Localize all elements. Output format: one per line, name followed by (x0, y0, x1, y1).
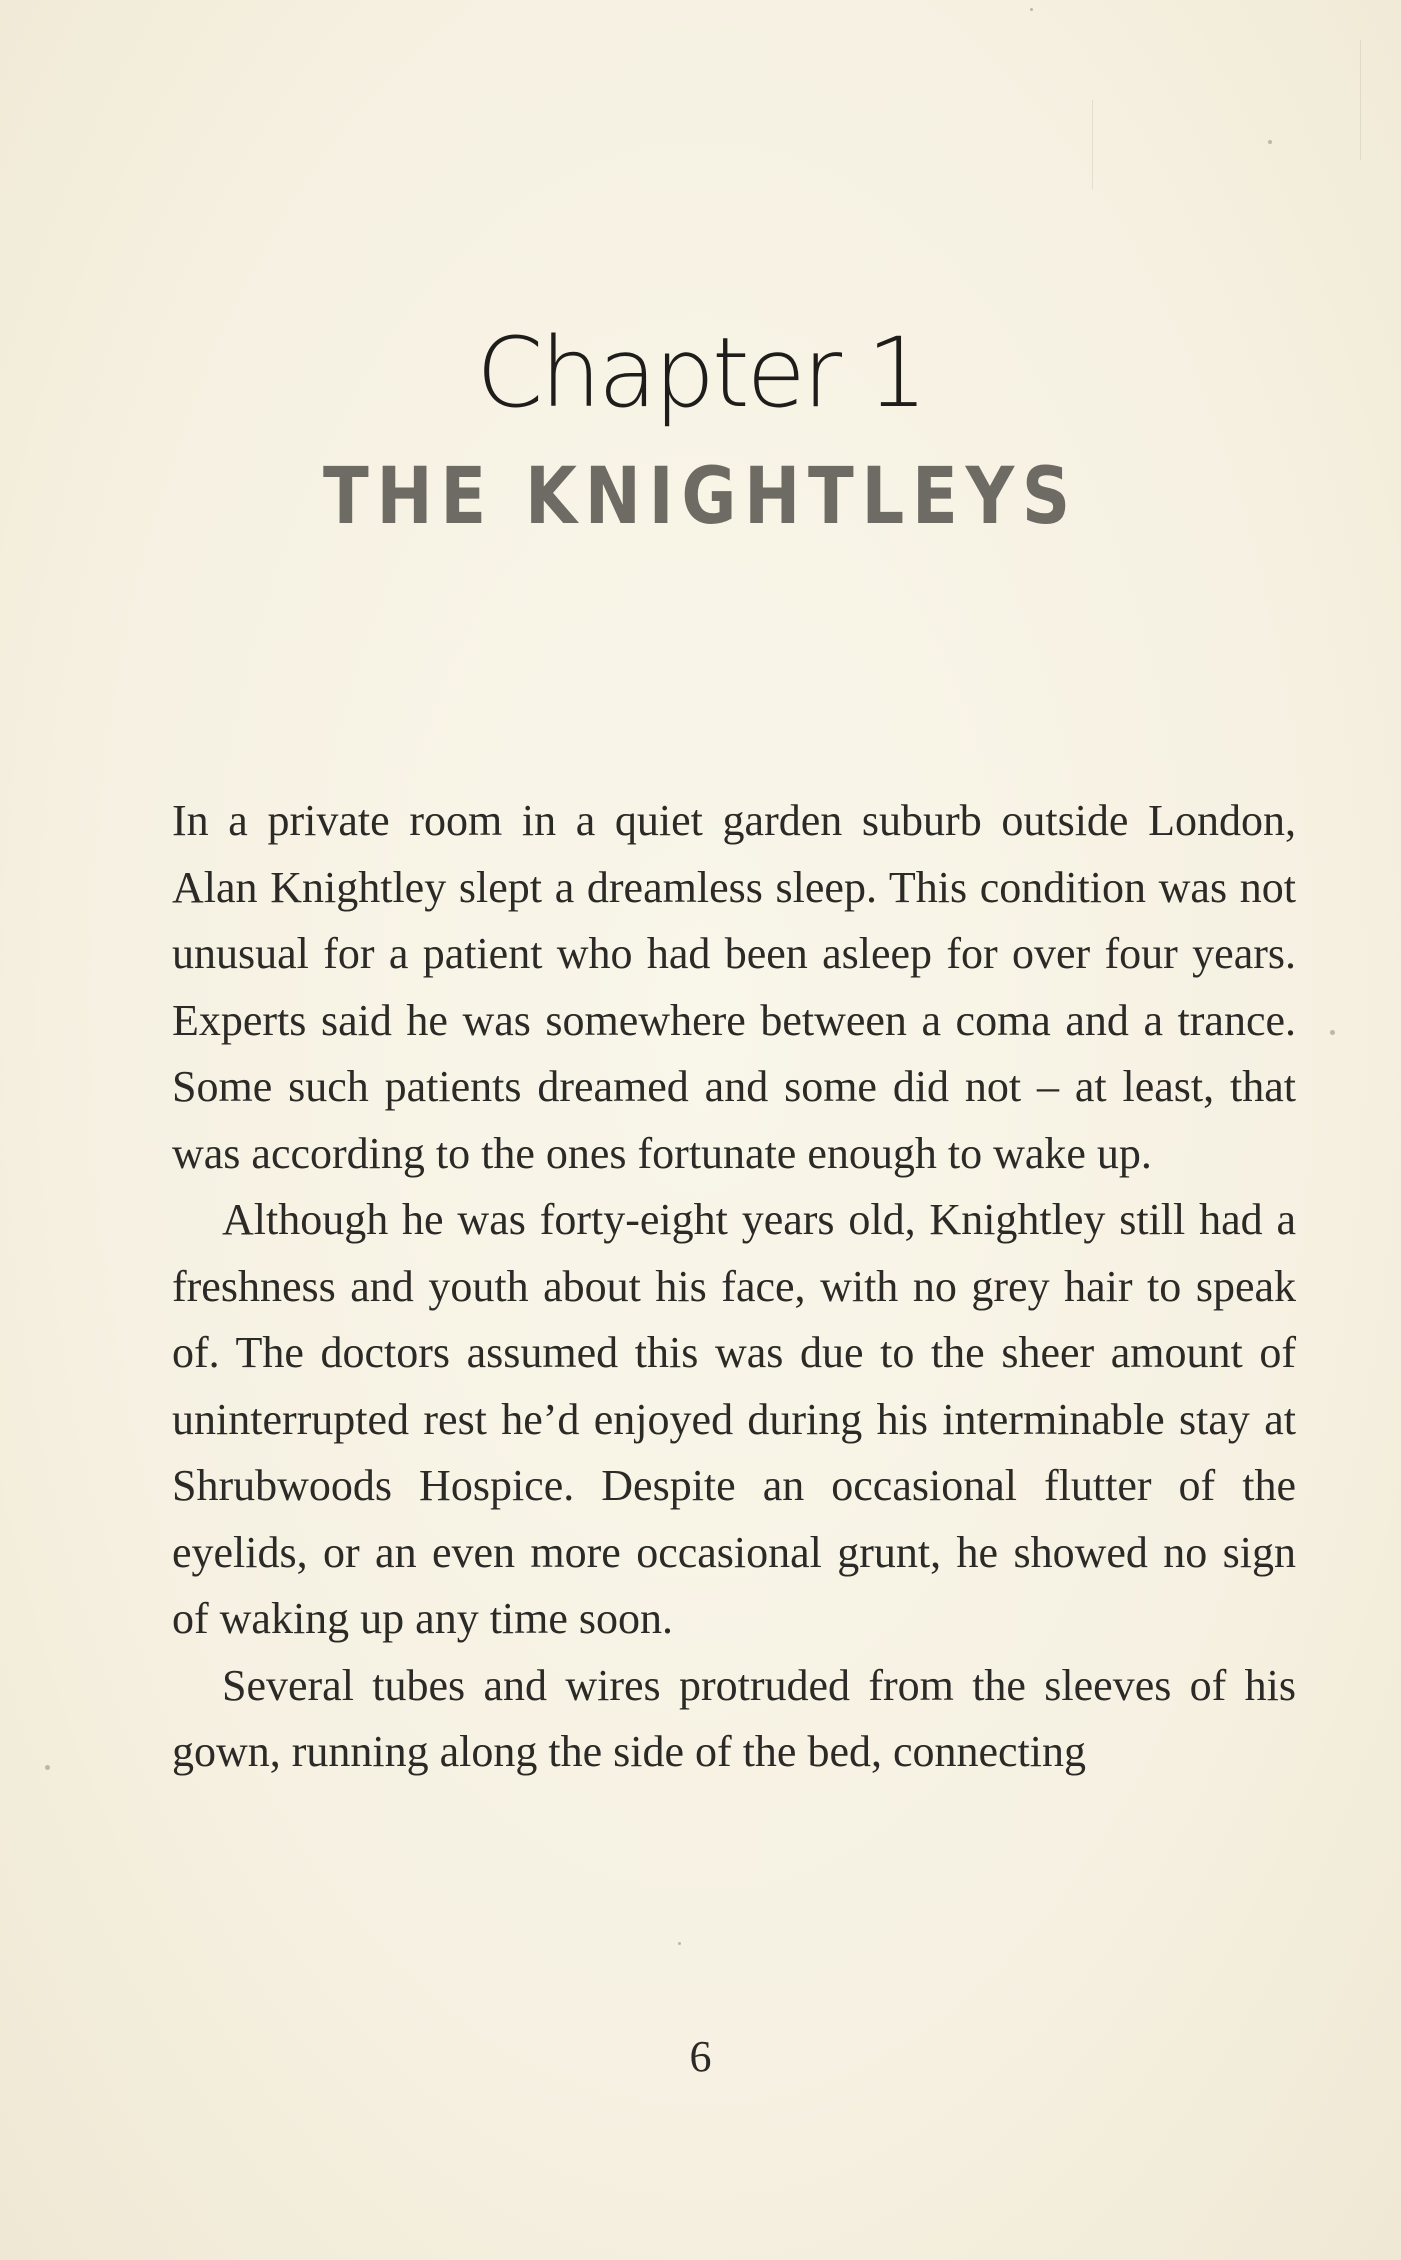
chapter-number: Chapter 1 (476, 317, 925, 429)
chapter-body (172, 788, 1296, 1786)
page-number: 6 (689, 2032, 712, 2081)
chapter-title: THE KNIGHTLEYS (323, 452, 1078, 542)
paragraph-2: Although he was forty-eight years old, Knightley still had a freshness and youth about his face, with no grey hair to speak of. The doctors assumed this was due to the sheer amount of uninterrupted rest he’d enjoyed during his interminable stay at Shrubwoods Hospice. Despite an occasional flutter of the eyelids, or an even more occasional grunt, he showed no sign of waking up any time soon. (172, 1195, 1296, 1643)
paper-speck (678, 1942, 681, 1945)
paragraph-3: Several tubes and wires protruded from the sleeves of his gown, running along the side of the bed, connecting (172, 1660, 1296, 1776)
paper-speck (1330, 1030, 1335, 1035)
paper-crease (1360, 40, 1361, 160)
paper-speck (45, 1765, 50, 1770)
paper-speck (1268, 140, 1272, 144)
paper-crease (1092, 100, 1093, 190)
paragraph-1: In a private room in a quiet garden suburb outside London, Alan Knightley slept a dreamless sleep. This condition was not unusual for a patient who had been asleep for over four years. Experts said he was somewhere between a coma and a trance. Some such patients dreamed and some did not – at least, that was according to the ones fortunate enough to wake up. (172, 796, 1296, 1178)
paper-speck (1030, 8, 1033, 11)
